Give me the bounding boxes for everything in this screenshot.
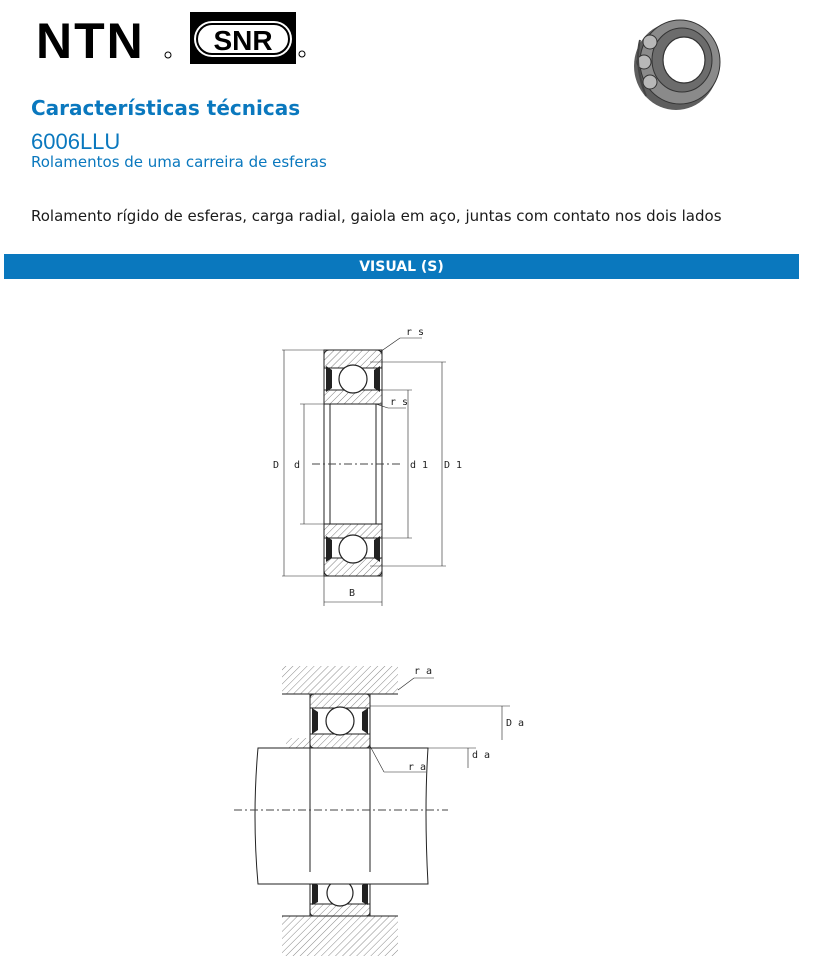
page-title: Características técnicas	[31, 96, 301, 120]
d-label: d	[294, 460, 301, 471]
ra-mid-label: r a	[408, 762, 427, 773]
model-number: 6006LLU	[31, 129, 121, 154]
product-subtitle: Rolamentos de uma carreira de esferas	[31, 153, 327, 171]
mounting-drawing	[228, 660, 538, 960]
rs-mid-label: r s	[390, 397, 409, 408]
svg-text:SNR: SNR	[213, 25, 273, 56]
D1-label: D 1	[444, 460, 463, 471]
ra-top-label: r a	[414, 666, 433, 677]
product-description: Rolamento rígido de esferas, carga radial, gaiola em aço, juntas com contato nos dois lados	[31, 207, 722, 225]
Da-label: D a	[506, 718, 525, 729]
B-label: B	[349, 588, 356, 599]
da-label: d a	[472, 750, 491, 761]
d1-label: d 1	[410, 460, 429, 471]
D-label: D	[273, 460, 280, 471]
svg-text:NTN: NTN	[36, 13, 145, 66]
bearing-cross-section-drawing	[260, 318, 480, 610]
section-header	[4, 254, 799, 279]
ntn-snr-logo	[36, 12, 316, 66]
rs-top-label: r s	[406, 327, 425, 338]
bearing-product-image	[628, 10, 724, 110]
section-title: VISUAL (S)	[359, 258, 444, 275]
